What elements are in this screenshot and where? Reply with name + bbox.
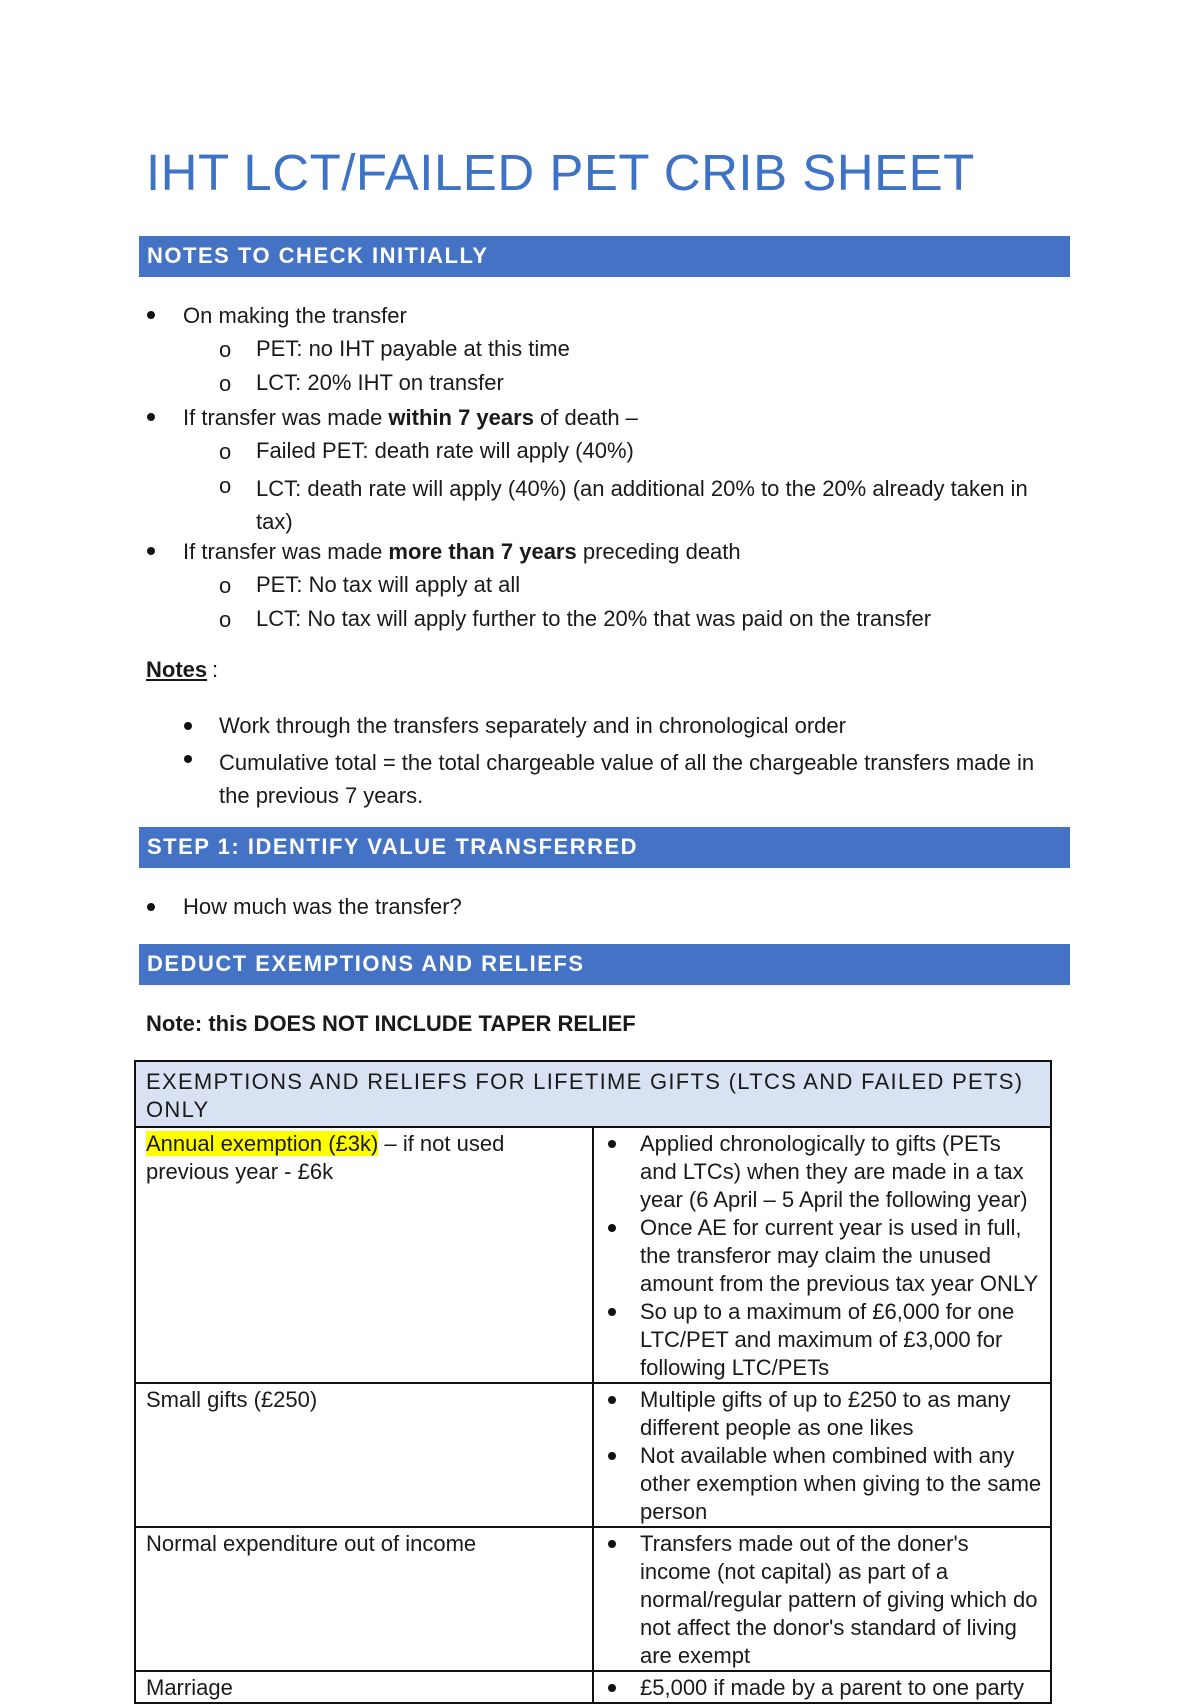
section-heading-notes: NOTES TO CHECK INITIALLY [139,236,1070,277]
exemptions-table [134,1060,1052,1704]
row-content [593,1527,1051,1671]
page-title: IHT LCT/FAILED PET CRIB SHEET [146,144,975,201]
list-item: Once AE for current year is used in full, the transferor may claim the unused amount from the previous tax year ONLY [604,1214,1042,1298]
bullet-icon [184,722,192,730]
row-label: Small gifts (£250) [135,1383,593,1527]
list-item: Transfers made out of the doner's income (not capital) as part of a normal/regular pattern of giving which do not affect the donor's standard of living are exempt [604,1530,1042,1670]
text-part: If transfer was made [183,539,389,564]
row-list [604,1130,1042,1382]
row-content [593,1127,1051,1383]
sub-bullet-text: LCT: No tax will apply further to the 20% that was paid on the transfer [256,606,932,631]
sub-bullet-text: LCT: 20% IHT on transfer [256,370,504,395]
text-part: preceding death [576,539,741,564]
note-item: Work through the transfers separately and in chronological order [219,713,846,738]
row-label-rest: – if not used previous year - £6k [146,1131,505,1184]
bullet-text: How much was the transfer? [183,894,462,919]
row-content [593,1383,1051,1527]
row-label: Normal expenditure out of income [135,1527,593,1671]
bullet-text [183,539,741,564]
taper-relief-note: Note: this DOES NOT INCLUDE TAPER RELIEF [146,1011,636,1036]
sub-bullet-text: LCT: death rate will apply (40%) (an additional 20% to the 20% already taken in tax) [256,476,1028,534]
list-item: Applied chronologically to gifts (PETs and LTCs) when they are made in a tax year (6 April – 5 April the following year) [604,1130,1042,1214]
bullet-icon [147,903,155,911]
sub-bullet-icon: o [219,473,232,498]
list-item: Not available when combined with any other exemption when giving to the same person [604,1442,1042,1526]
bullet-text [183,405,638,430]
sub-bullet-icon: o [219,439,232,464]
bold-text: within 7 years [388,405,534,430]
text-part: of death – [533,405,638,430]
table-row [135,1527,1051,1671]
row-label [135,1127,593,1383]
note-item: Cumulative total = the total chargeable value of all the chargeable transfers made in the previous 7 years. [219,750,1035,808]
bullet-text: On making the transfer [183,303,407,328]
bullet-icon [184,755,192,763]
bullet-icon [147,413,155,421]
sub-bullet-icon: o [219,337,232,362]
table-row [135,1127,1051,1383]
row-list [604,1386,1042,1526]
list-item: £5,000 if made by a parent to one party [604,1674,1042,1702]
section-heading-step1: STEP 1: IDENTIFY VALUE TRANSFERRED [139,827,1070,868]
bullet-icon [147,311,155,319]
table-header-row [135,1061,1051,1127]
notes-colon: : [212,657,219,682]
table-row [135,1383,1051,1527]
row-content [593,1671,1051,1703]
row-label: Marriage [135,1671,593,1703]
sub-bullet-text: PET: no IHT payable at this time [256,336,570,361]
list-item: Multiple gifts of up to £250 to as many different people as one likes [604,1386,1042,1442]
table-header: EXEMPTIONS AND RELIEFS FOR LIFETIME GIFTS (LTCS AND FAILED PETS) ONLY [135,1061,1051,1127]
list-item: So up to a maximum of £6,000 for one LTC/PET and maximum of £3,000 for following LTC/PETs [604,1298,1042,1382]
sub-bullet-text: PET: No tax will apply at all [256,572,521,597]
notes-label: Notes [146,657,208,682]
sub-bullet-icon: o [219,607,232,632]
bullet-icon [147,547,155,555]
section-heading-exemptions: DEDUCT EXEMPTIONS AND RELIEFS [139,944,1070,985]
highlighted-text: Annual exemption (£3k) [146,1131,379,1156]
sub-bullet-text: Failed PET: death rate will apply (40%) [256,438,634,463]
table-row [135,1671,1051,1703]
sub-bullet-icon: o [219,371,232,396]
sub-bullet-icon: o [219,573,232,598]
text-part: If transfer was made [183,405,389,430]
bold-text: more than 7 years [388,539,577,564]
row-list [604,1530,1042,1670]
